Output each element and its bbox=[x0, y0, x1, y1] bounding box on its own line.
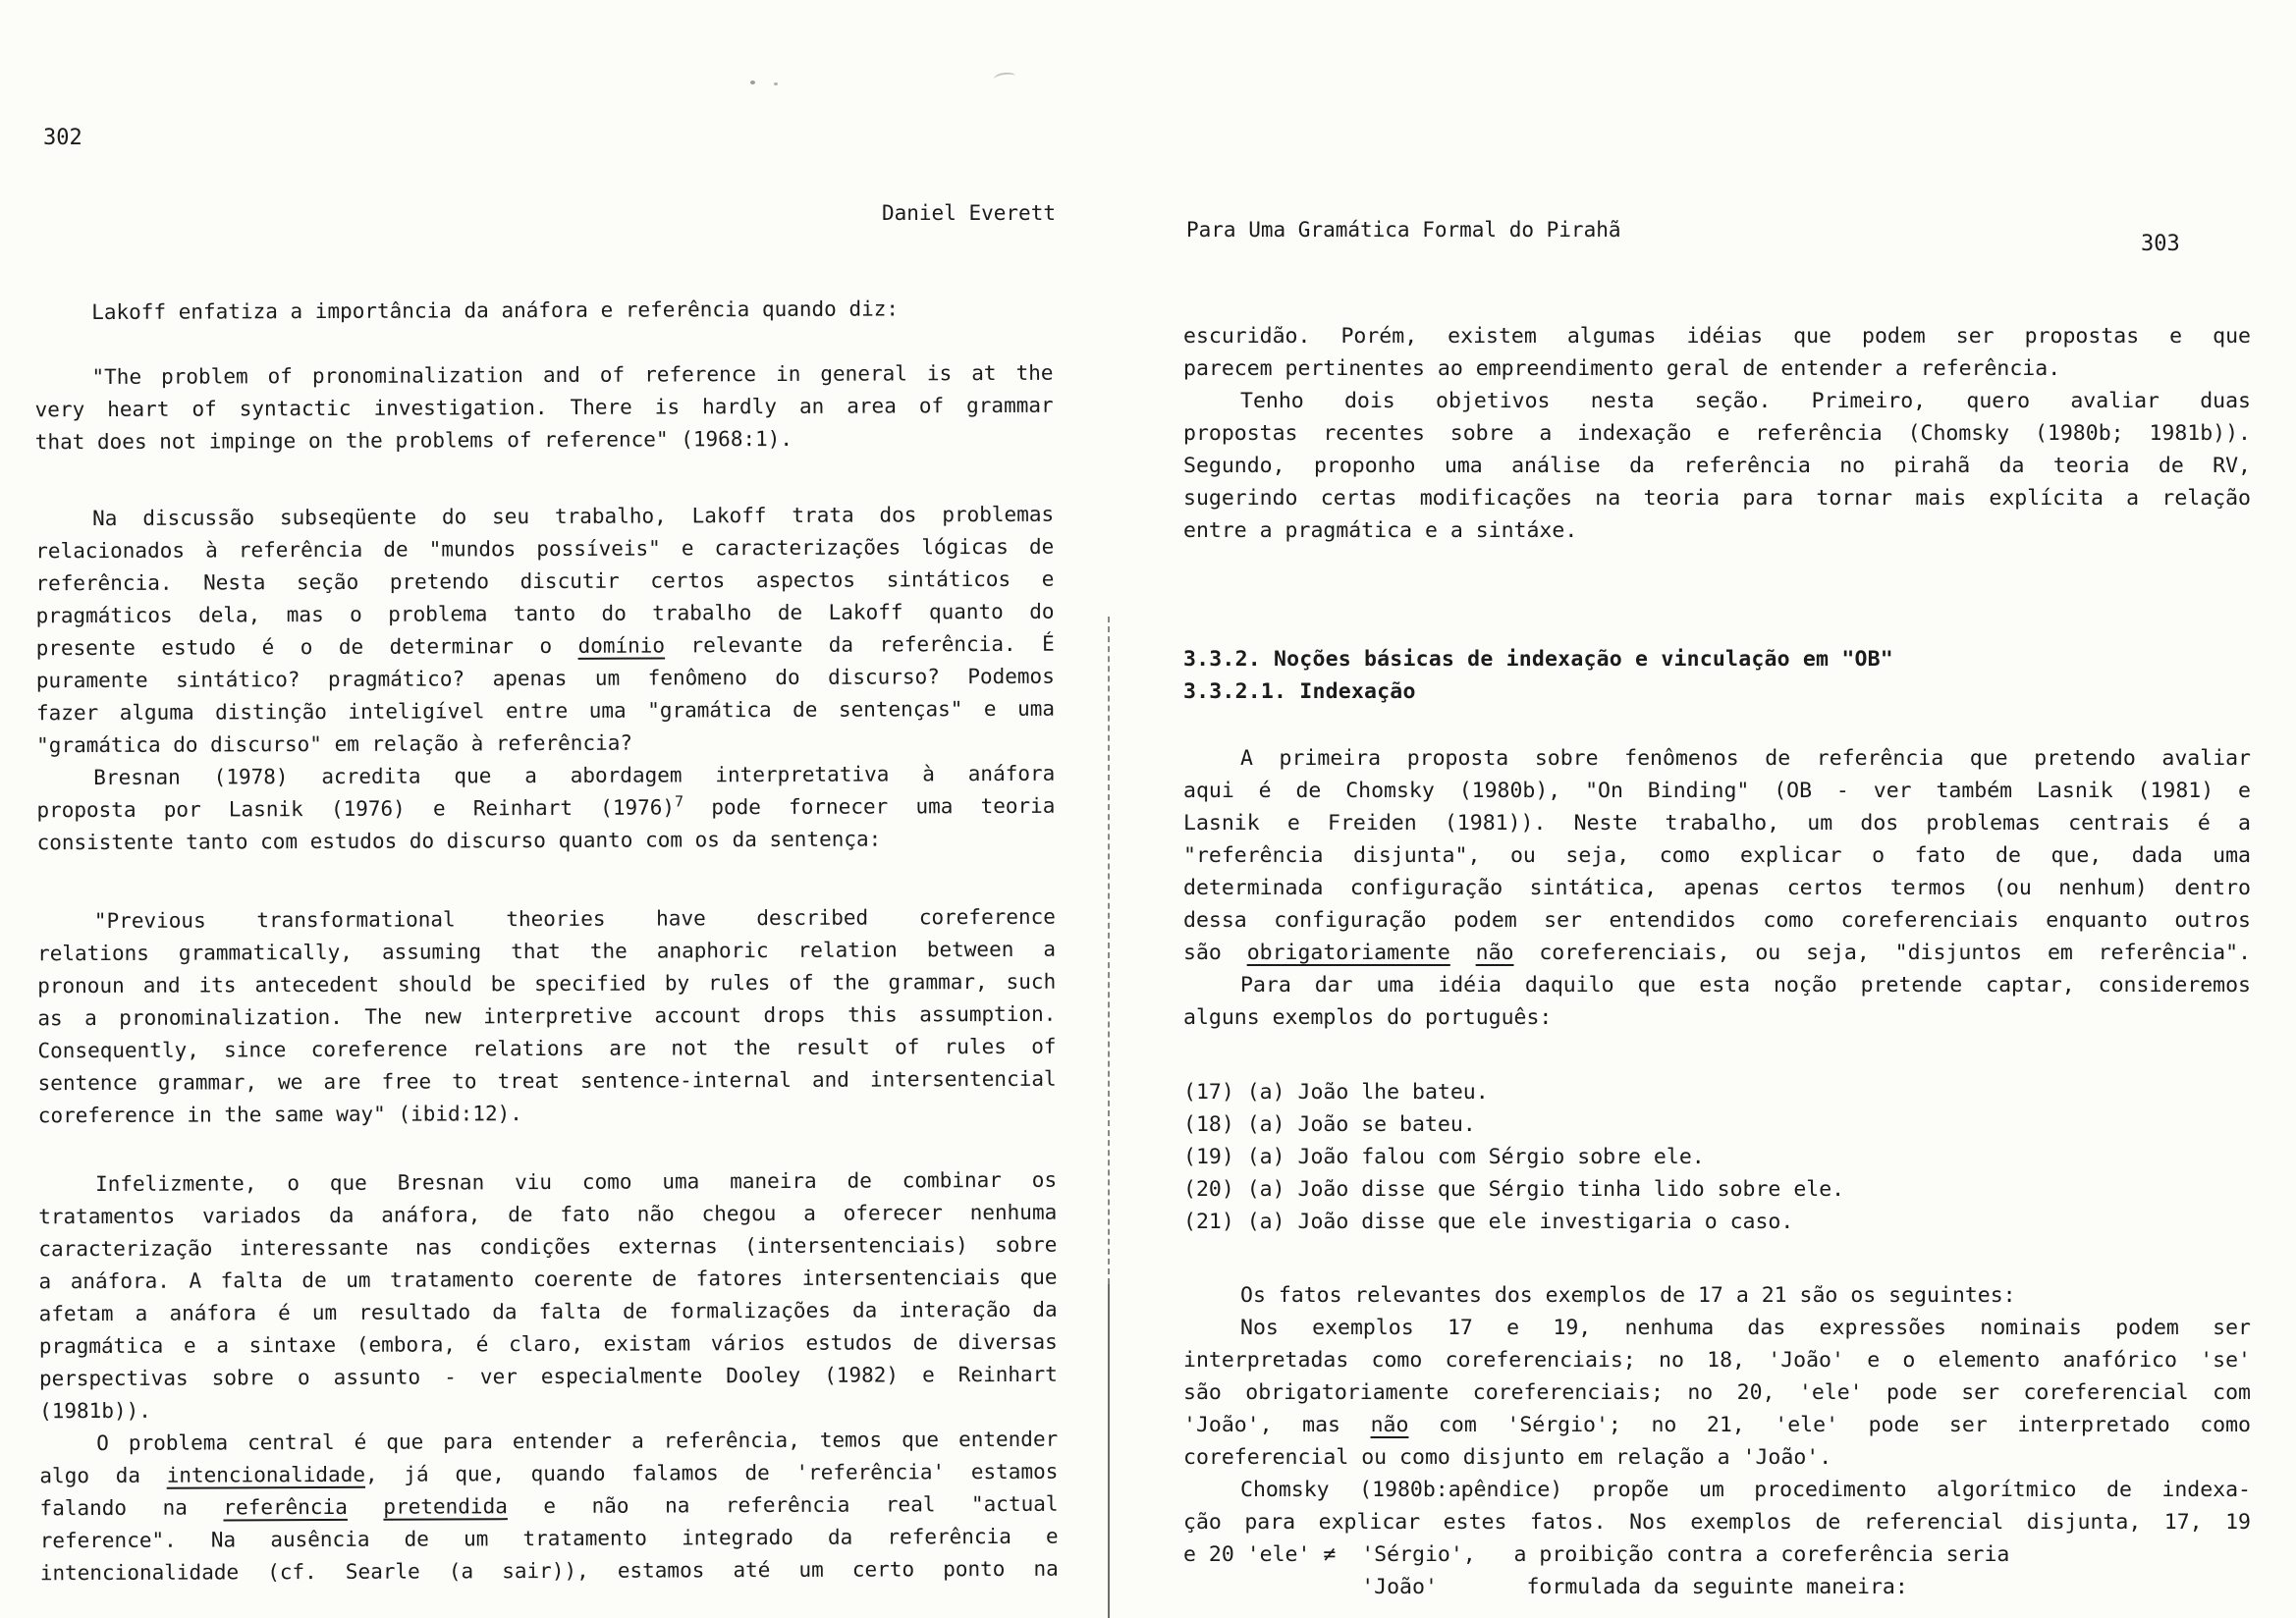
gap bbox=[1183, 1034, 2251, 1076]
text-line: A primeira proposta sobre fenômenos de referência que pretendo avaliar bbox=[1240, 746, 2251, 771]
text-line: 'João', mas não com 'Sérgio'; no 21, 'ele' pode ser interpretado como bbox=[1183, 1413, 2251, 1437]
central-problem-paragraph bbox=[39, 1424, 1059, 1591]
text-line: (19) (a) João falou com Sérgio sobre ele. bbox=[1183, 1145, 1705, 1169]
text-line: Lasnik e Freiden (1981)). Neste trabalho, um dos problemas centrais é a bbox=[1183, 811, 2251, 836]
text-line: referência. Nesta seção pretendo discutir certos aspectos sintáticos e bbox=[35, 566, 1055, 596]
gap bbox=[1183, 547, 2251, 643]
text-line: Tenho dois objetivos nesta seção. Primeiro, quero avaliar duas bbox=[1240, 389, 2251, 413]
text-line: pragmáticos dela, mas o problema tanto do trabalho de Lakoff quanto do bbox=[35, 599, 1055, 628]
text-line: falando na referência pretendida e não na referência real "actual bbox=[39, 1491, 1059, 1521]
ob-proposal-paragraph bbox=[1183, 742, 2251, 969]
text-line: ção para explicar estes fatos. Nos exemplos de referencial disjunta, 17, 19 bbox=[1183, 1510, 2251, 1535]
text-line: coreferencial ou como disjunto em relação a 'João'. bbox=[1183, 1445, 1832, 1470]
text-line: (17) (a) João lhe bateu. bbox=[1183, 1080, 1489, 1105]
text-line: proposta por Lasnik (1976) e Reinhart $(1976)^7$ pode fornecer uma teoria bbox=[36, 792, 1056, 823]
infelizmente-paragraph bbox=[38, 1164, 1058, 1429]
gap bbox=[34, 325, 1053, 362]
text-line: Segundo, proponho uma análise da referência no pirahã da teoria de RV, bbox=[1183, 454, 2251, 478]
facts-intro-line bbox=[1183, 1279, 2251, 1312]
page-gutter-solid-line bbox=[1108, 1284, 1110, 1618]
text-line: Na discussão subseqüente do seu trabalho, Lakoff trata dos problemas bbox=[92, 502, 1055, 531]
text-line: relations grammatically, assuming that the anaphoric relation between a bbox=[36, 937, 1057, 966]
text-line: as a pronominalization. The new interpretive account drops this assumption. bbox=[37, 1001, 1057, 1031]
bresnan-paragraph bbox=[36, 758, 1055, 860]
text-line: Os fatos relevantes dos exemplos de 17 a 21 são os seguintes: bbox=[1240, 1283, 2016, 1308]
text-line: caracterização interessante nas condições externas (intersentenciais) sobre bbox=[38, 1232, 1058, 1262]
page-gutter-dashed-line bbox=[1108, 617, 1110, 1284]
text-line: pragmática e a sintaxe (embora, é claro, existam vários estudos de diversas bbox=[38, 1329, 1058, 1359]
right-page-number: 303 bbox=[2141, 232, 2180, 256]
text-line: consistente tanto com estudos do discurso quanto com os da sentença: bbox=[36, 827, 882, 855]
chomsky-indexing-paragraph bbox=[1183, 1474, 2251, 1603]
text-line: interpretadas como coreferenciais; no 18, 'João' e o elemento anafórico 'se' bbox=[1183, 1348, 2251, 1373]
text-line: são obrigatoriamente não coreferenciais, ou seja, "disjuntos em referência". bbox=[1183, 941, 2252, 965]
underlined-term: não bbox=[1370, 1413, 1409, 1437]
underlined-term: referência bbox=[223, 1494, 348, 1520]
text-line: that does not impinge on the problems of reference" (1968:1). bbox=[34, 426, 793, 455]
text-line: O problema central é que para entender a referência, temos que entender bbox=[96, 1427, 1059, 1456]
text-line: Chomsky (1980b:apêndice) propõe um procedimento algorítmico de indexa- bbox=[1240, 1478, 2251, 1502]
text-line: Bresnan (1978) acredita que a abordagem interpretativa à anáfora bbox=[93, 761, 1056, 790]
left-page-number: 302 bbox=[43, 126, 82, 150]
examples-intro-paragraph bbox=[1183, 969, 2251, 1034]
text-line: aqui é de Chomsky (1980b), "On Binding" (OB - ver também Lasnik (1981) e bbox=[1183, 779, 2251, 803]
text-line: dessa configuração podem ser entendidos como coreferenciais enquanto outros bbox=[1183, 908, 2251, 933]
text-line: e 20 'ele' ≠ 'Sérgio', a proibição contra a coreferência seria bbox=[1183, 1542, 2010, 1567]
text-line: entre a pragmática e a sintáxe. bbox=[1183, 518, 1578, 543]
facts-paragraph bbox=[1183, 1312, 2251, 1474]
text-line: very heart of syntactic investigation. There is hardly an area of grammar bbox=[34, 393, 1054, 422]
text-line: parecem pertinentes ao empreendimento geral de entender a referência. bbox=[1183, 356, 2061, 381]
text-line: 3.3.2.1. Indexação bbox=[1183, 679, 1416, 704]
text-line: "gramática do discurso" em relação à referência? bbox=[36, 730, 633, 758]
text-line: Para dar uma idéia daquilo que esta noção pretende captar, consideremos bbox=[1240, 973, 2251, 998]
portuguese-examples bbox=[1183, 1076, 2251, 1238]
text-line: Infelizmente, o que Bresnan viu como uma maneira de combinar os bbox=[95, 1167, 1058, 1197]
text-line: (21) (a) João disse que ele investigaria o caso. bbox=[1183, 1210, 1794, 1234]
text-line: presente estudo é o de determinar o domínio relevante da referência. É bbox=[35, 631, 1055, 661]
text-line: perspectivas sobre o assunto - ver especialmente Dooley (1982) e Reinhart bbox=[38, 1362, 1058, 1391]
text-line: relacionados à referência de "mundos possíveis" e caracterizações lógicas de bbox=[35, 534, 1055, 564]
text-line: afetam a anáfora é um resultado da falta de formalizações da interação da bbox=[38, 1297, 1058, 1326]
text-line: (1981b)). bbox=[39, 1398, 151, 1424]
text-line: (18) (a) João se bateu. bbox=[1183, 1112, 1476, 1137]
underlined-term: pretendida bbox=[383, 1494, 508, 1519]
left-page-content bbox=[34, 293, 1059, 1591]
text-line: intencionalidade (cf. Searle (a sair)), estamos até um certo ponto na bbox=[39, 1556, 1059, 1586]
text-line: são obrigatoriamente coreferenciais; no 20, 'ele' pode ser coreferencial com bbox=[1183, 1380, 2251, 1405]
text-line: puramente sintático? pragmático? apenas um fenômeno do discurso? Podemos bbox=[35, 664, 1055, 693]
text-line: sentence grammar, we are free to treat sentence-internal and intersentencial bbox=[37, 1066, 1057, 1096]
gap bbox=[38, 1128, 1057, 1169]
objectives-paragraph bbox=[1183, 385, 2251, 547]
gap bbox=[35, 455, 1054, 504]
right-page-content bbox=[1183, 320, 2251, 1603]
bresnan-quote bbox=[37, 901, 1057, 1133]
text-line: (20) (a) João disse que Sérgio tinha lido sobre ele. bbox=[1183, 1177, 1845, 1202]
scan-speck bbox=[750, 81, 755, 84]
text-line: escuridão. Porém, existem algumas idéias que podem ser propostas e que bbox=[1183, 324, 2251, 349]
text-line: 3.3.2. Noções básicas de indexação e vinculação em "OB" bbox=[1183, 647, 1893, 672]
text-line: "referência disjunta", ou seja, como explicar o fato de que, dada uma bbox=[1183, 843, 2251, 868]
scan-mark bbox=[993, 72, 1015, 84]
text-line: tratamentos variados da anáfora, de fato não chegou a oferecer nenhuma bbox=[38, 1200, 1058, 1229]
right-running-head: Para Uma Gramática Formal do Pirahã bbox=[1186, 218, 1621, 242]
text-line: fazer alguma distinção inteligível entre uma "gramática de sentenças" e uma bbox=[35, 696, 1056, 726]
underlined-term: obrigatoriamente bbox=[1246, 941, 1450, 965]
opening-paragraph bbox=[34, 293, 1053, 330]
underlined-term: intencionalidade bbox=[166, 1462, 366, 1487]
text-line: a anáfora. A falta de um tratamento coerente de fatores intersentenciais que bbox=[38, 1265, 1058, 1294]
left-running-head: Daniel Everett bbox=[881, 201, 1056, 225]
text-line: pronoun and its antecedent should be specified by rules of the grammar, such bbox=[37, 969, 1057, 998]
text-line: "The problem of pronominalization and of reference in general is at the bbox=[91, 360, 1054, 390]
text-line: algo da intencionalidade, já que, quando falamos de 'referência' estamos bbox=[39, 1459, 1059, 1488]
text-line: determinada configuração sintática, apenas certos termos (ou nenhum) dentro bbox=[1183, 876, 2251, 900]
text-line: coreference in the same way" (ibid:12). bbox=[37, 1102, 522, 1128]
section-headings bbox=[1183, 643, 2251, 708]
gap bbox=[1183, 708, 2251, 742]
text-line: sugerindo certas modificações na teoria para tornar mais explícita a relação bbox=[1183, 486, 2251, 511]
text-line: Lakoff enfatiza a importância da anáfora e referência quando diz: bbox=[91, 297, 900, 325]
text-line: Consequently, since coreference relations are not the result of rules of bbox=[37, 1034, 1057, 1063]
underlined-term: não bbox=[1475, 941, 1514, 965]
gap bbox=[37, 855, 1056, 906]
text-line: 'João' formulada da seguinte maneira: bbox=[1183, 1575, 1908, 1599]
text-line: alguns exemplos do português: bbox=[1183, 1005, 1553, 1030]
gap bbox=[1183, 1238, 2251, 1279]
discussion-paragraph bbox=[35, 499, 1055, 763]
text-line: "Previous transformational theories have described coreference bbox=[93, 904, 1056, 934]
continuation-paragraph bbox=[1183, 320, 2251, 385]
text-line: Nos exemplos 17 e 19, nenhuma das expressões nominais podem ser bbox=[1240, 1316, 2251, 1340]
lakoff-quote bbox=[34, 357, 1053, 459]
text-line: reference". Na ausência de um tratamento integrado da referência e bbox=[39, 1524, 1059, 1553]
underlined-term: domínio bbox=[577, 633, 666, 658]
footnote-superscript: 7 bbox=[674, 792, 684, 811]
text-line: propostas recentes sobre a indexação e referência (Chomsky (1980b; 1981b)). bbox=[1183, 421, 2251, 446]
scan-speck bbox=[774, 82, 778, 85]
